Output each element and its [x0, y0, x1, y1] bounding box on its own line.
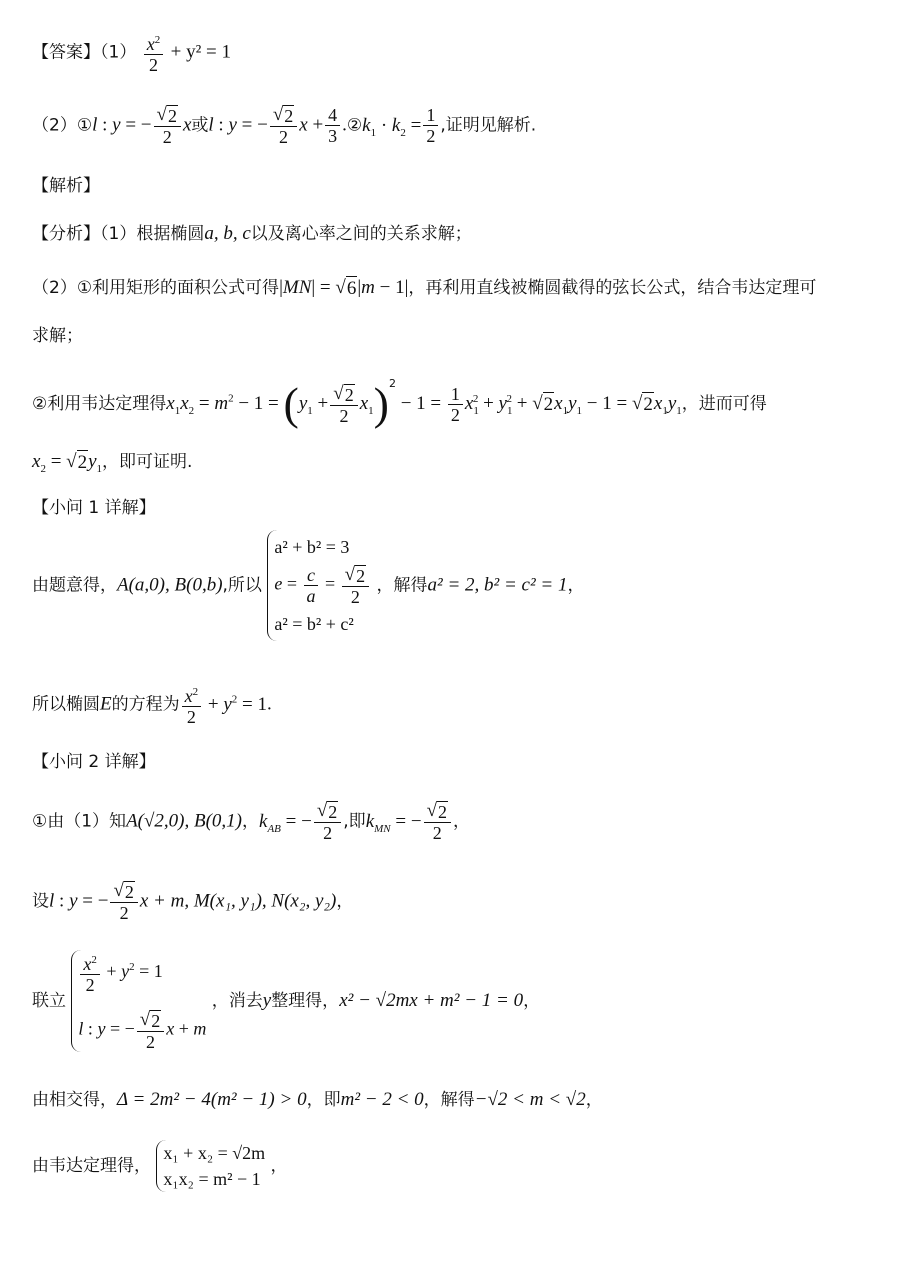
- circle-2: ②: [346, 115, 363, 136]
- vieta-system: [156, 1140, 265, 1192]
- l4-c: ，解得: [423, 1090, 475, 1110]
- part1-prefix: （1）: [100, 42, 137, 63]
- sub2-line-3: [32, 950, 540, 1052]
- part2-prefix: （2）①: [32, 115, 93, 136]
- l4-eq2: m² − 2 < 0: [340, 1089, 424, 1110]
- ellipse-eq-tail: + y² = 1: [170, 41, 232, 63]
- fenxi-line: [32, 222, 472, 246]
- l3-y: y: [262, 990, 272, 1012]
- l2-a: 设: [32, 891, 49, 912]
- fenxi-label: 【分析】: [32, 224, 100, 244]
- l1-pts: A(√2,0), B(0,1): [126, 810, 243, 832]
- l1-end: ，: [453, 811, 470, 832]
- sys-eq-2: e = $\frac{c}{a}$ = √ 2 2: [274, 564, 371, 607]
- sub1-solve-text: ，解得: [376, 575, 428, 596]
- answer-line-2: （2）①l : y = − √ 2 2 x或l : y = − √ 2 2 x + $\frac{4}{3}$ $.②k_1 \cdot k_2$ = $\frac{1}{2}$ ,证明见解析.: [32, 104, 537, 147]
- fraction-sqrt2-over-2: √ 2 2: [154, 104, 181, 147]
- l4-a: 由相交得，: [32, 1090, 117, 1110]
- l3-eq: x² − √2mx + m² − 1 = 0: [339, 990, 524, 1012]
- vieta-eq-2: x₁x₂ = m² − 1: [163, 1169, 261, 1189]
- sys-eq-1: a² + b² = 3: [274, 537, 350, 557]
- conclusion-1: 所以椭圆: [32, 694, 100, 715]
- conclusion-e: E: [100, 693, 112, 715]
- analysis-p2: （2）①利用矩形的面积公式可得|MN| = √ 6 |m − 1|，再利用直线被椭圆截得的弦长公式，结合韦达定理可: [32, 277, 817, 299]
- sub1-system: [267, 530, 371, 641]
- sub2-line-4: [32, 1088, 603, 1112]
- fraction-x2-over-2: $\frac{x^2}{2}$: [144, 30, 164, 75]
- or-text: 或: [191, 115, 209, 136]
- fraction-4-over-3: $\frac{4}{3}$: [325, 105, 340, 146]
- l5-a: 由韦达定理得，: [32, 1156, 151, 1176]
- sub1-solve-end: ，: [567, 575, 585, 596]
- analysis-p4: $x_2$ = √ 2 $y_1$，即可证明.: [32, 451, 193, 475]
- l4-end: ，: [585, 1090, 603, 1110]
- sub1-intro: 由题意得，: [32, 575, 117, 596]
- l1-ji: ,即: [343, 811, 366, 832]
- l3-a: 联立: [32, 991, 66, 1012]
- answer-line-1: [32, 30, 231, 75]
- sub1-conclusion: 所以椭圆E的方程为 $\frac{x^2}{2}$ + $y^2 = 1$.: [32, 682, 272, 727]
- p2-text-2: ，再利用直线被椭圆截得的弦长公式，结合韦达定理可: [408, 278, 817, 298]
- part2-tail: ,证明见解析.: [440, 115, 537, 136]
- sub1-system-line: [32, 530, 585, 641]
- sub2-system: [71, 950, 206, 1052]
- l3-b: ，消去: [211, 991, 263, 1012]
- l4-eq: Δ = 2m² − 4(m² − 1) > 0: [117, 1089, 307, 1110]
- sub1-suoyi: ,所以: [222, 575, 262, 596]
- sub2-line-2: 设l : y = − √ 2 2 x + m, M(x₁, y₁), N(x₂, y₂)，: [32, 880, 354, 923]
- l2-tail: x + m, M(x₁, y₁), N(x₂, y₂): [139, 890, 337, 912]
- sub1-label-text: 【小问 1 详解】: [32, 498, 156, 518]
- sub1-label: [32, 496, 156, 520]
- conclusion-end: .: [266, 693, 272, 715]
- l5-end: ，: [270, 1156, 288, 1176]
- p2-text-3: 求解；: [32, 326, 83, 346]
- conclusion-2: 的方程为: [111, 694, 180, 715]
- analysis-p2-cont: [32, 324, 83, 348]
- analysis-p3: ②利用韦达定理得$x_1x_2 = m^2 - 1 = (y_1$ + √ 2 2 $x_1)^2 - 1$ = $\frac{1}{2}$ $x_1^2 + y_1^2$ + √ 2 $x_1y_1 - 1$ = √ 2 $x_1y_1$，进而可得: [32, 377, 767, 429]
- fraction-sqrt2-over-2: √ 2 2: [270, 104, 297, 147]
- l3-c: 整理得，: [271, 991, 340, 1012]
- analysis-label: [32, 174, 100, 198]
- vieta-eq-1: x₁ + x₂ = √2m: [163, 1143, 266, 1163]
- sub2-label-text: 【小问 2 详解】: [32, 752, 156, 772]
- l1-b: ，: [242, 811, 260, 832]
- p3-text-2: ，进而可得: [681, 394, 767, 414]
- l1-a: ①由（1）知: [32, 811, 127, 832]
- fenxi-text-1: （1）根据椭圆: [100, 224, 205, 244]
- p2-text-1: （2）①利用矩形的面积公式可得: [32, 278, 280, 298]
- sub2-line-5: [32, 1140, 288, 1192]
- answer-label: 【答案】: [32, 42, 100, 63]
- fenxi-text-2: 以及离心率之间的关系求解；: [250, 224, 472, 244]
- fenxi-vars: a, b, c: [204, 223, 251, 244]
- l2-end: ，: [336, 891, 354, 912]
- sub2-line-1: ①由（1）知A(√2,0), B(0,1)，$k_{AB}$ = − √ 2 2 ,即$k_{MN}$ = − √ 2 2 ，: [32, 800, 470, 843]
- sub1-solve-vals: a² = 2, b² = c² = 1: [427, 574, 568, 596]
- p3-text-1: ②利用韦达定理得: [32, 394, 167, 414]
- fraction-1-over-2: $\frac{1}{2}$: [423, 105, 438, 146]
- sub2-sys-eq-2: l : y = − √ 2 2 x + m: [78, 1009, 207, 1053]
- sub2-label: [32, 750, 156, 774]
- jiexi-label: 【解析】: [32, 176, 100, 196]
- sys-eq-3: a² = b² + c²: [274, 614, 354, 634]
- l4-eq3: −√2 < m < √2: [474, 1089, 586, 1110]
- sub1-points: A(a,0), B(0,b): [117, 574, 223, 596]
- p4-text: ，即可证明.: [102, 452, 193, 472]
- l3-end: ，: [523, 991, 541, 1012]
- l4-b: ，即: [306, 1090, 341, 1110]
- sub2-sys-eq-1: $\frac{x^2}{2}$ + $y^2 = 1$: [78, 950, 206, 995]
